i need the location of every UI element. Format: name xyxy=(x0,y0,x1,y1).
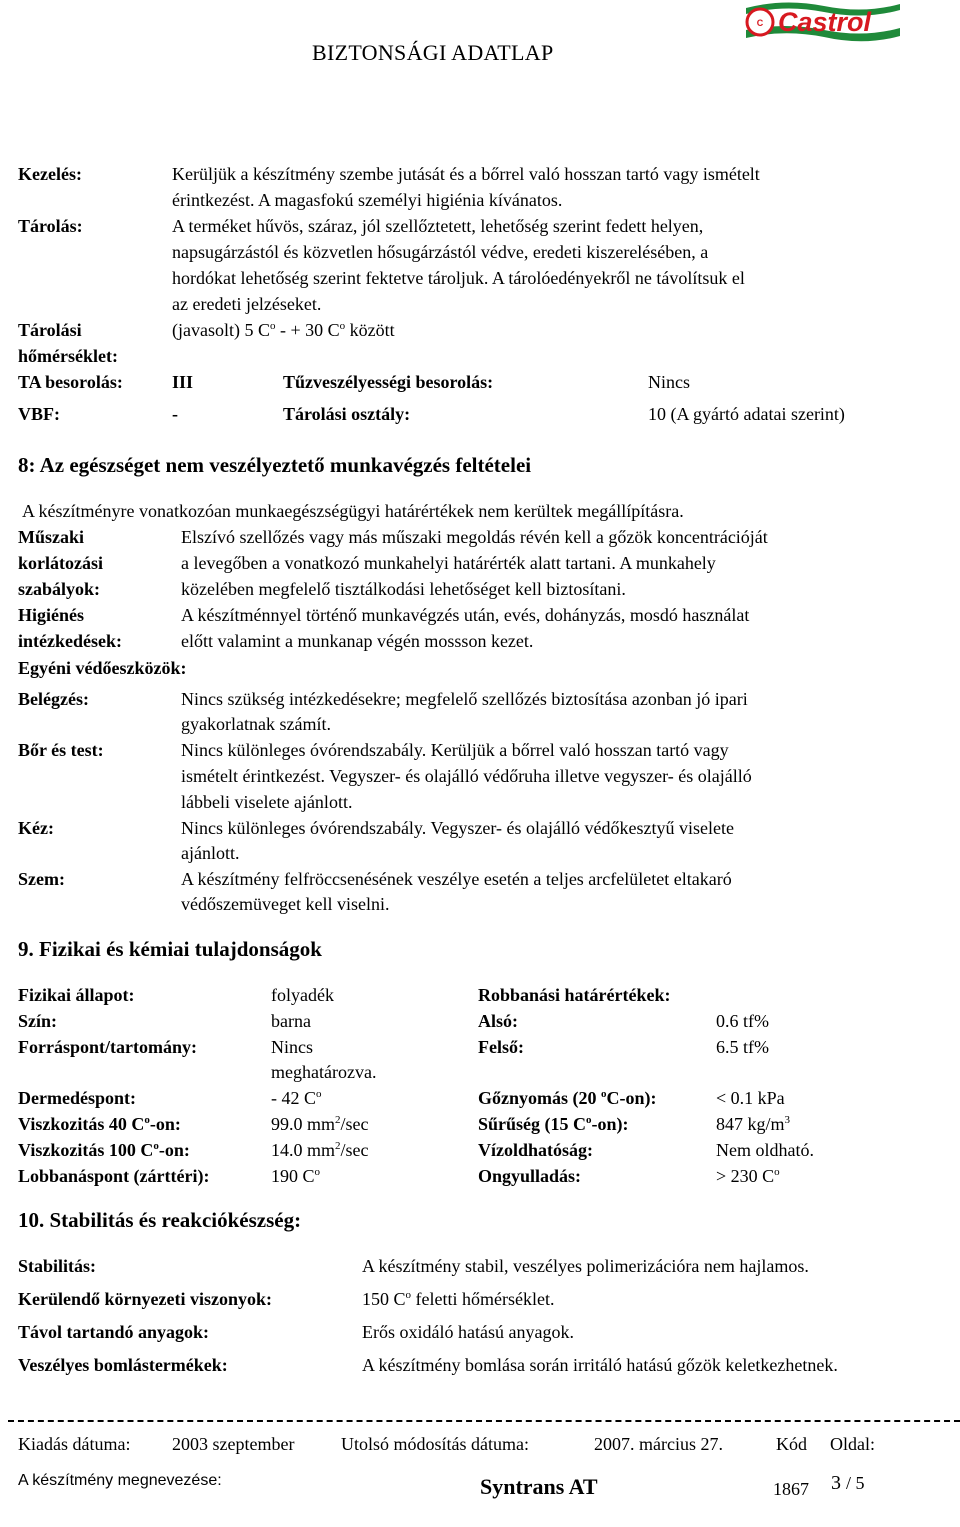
prop-visc40-value: 99.0 $mm^2/\sec$ xyxy=(271,1114,369,1134)
fire-class-label: Tűzveszélyességi besorolás: xyxy=(283,372,494,392)
storage-line-3: hordókat lehetőség szerint fektetve tároljuk. A tárolóedényekről ne távolítsuk el xyxy=(172,268,745,288)
storage-label: Tárolás: xyxy=(18,216,83,236)
section-9-title: 9. Fizikai és kémiai tulajdonságok xyxy=(18,937,322,961)
ppe-eye-line-2: védőszemüveget kell viselni. xyxy=(181,894,390,914)
fire-class-value: Nincs xyxy=(648,372,690,392)
prop-boiling-value: Nincs xyxy=(271,1037,313,1057)
prop-boiling-label: Forráspont/tartomány: xyxy=(18,1037,197,1057)
ppe-skin-line-3: lábbeli viselete ajánlott. xyxy=(181,792,353,812)
prop-flash-value: 190 $C^o$ xyxy=(271,1166,321,1186)
footer-issue-value: 2003 szeptember xyxy=(172,1434,295,1454)
tech-label-1: Műszaki xyxy=(18,527,85,547)
footer-mod-label: Utolsó módosítás dátuma: xyxy=(341,1434,529,1454)
footer-page-label: Oldal: xyxy=(830,1434,875,1454)
tech-line-2: a levegőben a vonatkozó munkahelyi határérték alatt tartani. A munkahely xyxy=(181,553,716,573)
hygiene-label-2: intézkedések: xyxy=(18,631,122,651)
prop-vapor-value: < 0.1 kPa xyxy=(716,1088,785,1108)
prop-upper-label: Felső: xyxy=(478,1037,524,1057)
incompatible-value: Erős oxidáló hatású anyagok. xyxy=(362,1322,574,1342)
prop-pour-label: Dermedéspont: xyxy=(18,1088,136,1108)
storage-class-label: Tárolási osztály: xyxy=(283,404,411,424)
prop-explosion-label: Robbanási határértékek: xyxy=(478,985,671,1005)
ppe-respiratory-label: Belégzés: xyxy=(18,689,89,709)
prop-solubility-label: Vízoldhatóság: xyxy=(478,1140,594,1160)
hygiene-label-1: Higiénés xyxy=(18,605,84,625)
stability-label: Stabilitás: xyxy=(18,1256,97,1276)
section-8-title: 8: Az egészséget nem veszélyeztető munkavégzés feltételei xyxy=(18,453,532,477)
prop-vapor-label: Gőznyomás (20 $^o$C-on): xyxy=(478,1088,657,1108)
handling-line-1: Kerüljük a készítmény szembe jutását és a bőrrel való hosszan tartó vagy ismételt xyxy=(172,164,760,184)
decomposition-value: A készítmény bomlása során irritáló hatású gőzök keletkezhetnek. xyxy=(362,1355,838,1375)
ppe-title: Egyéni védőeszközök: xyxy=(18,658,187,678)
ppe-skin-line-1: Nincs különleges óvórendszabály. Kerüljük a bőrrel való hosszan tartó vagy xyxy=(181,740,729,760)
stability-value: A készítmény stabil, veszélyes polimerizációra nem hajlamos. xyxy=(362,1256,809,1276)
page-title: BIZTONSÁGI ADATLAP xyxy=(312,40,554,65)
prop-upper-value: 6.5 tf% xyxy=(716,1037,769,1057)
prop-solubility-value: Nem oldható. xyxy=(716,1140,814,1160)
storage-temp-label-1: Tárolási xyxy=(18,320,82,340)
incompatible-label: Távol tartandó anyagok: xyxy=(18,1322,210,1342)
tech-line-1: Elszívó szellőzés vagy más műszaki megoldás révén kell a gőzök koncentrációját xyxy=(181,527,768,547)
footer-issue-label: Kiadás dátuma: xyxy=(18,1434,131,1454)
footer-code-label: Kód xyxy=(776,1434,807,1454)
footer-page-number: 3 / 5 xyxy=(831,1472,865,1494)
ppe-eye-label: Szem: xyxy=(18,869,65,889)
prop-visc40-label: Viszkozitás 40 $C^o-on$: xyxy=(18,1114,181,1134)
prop-flash-label: Lobbanáspont (zárttéri): xyxy=(18,1166,210,1186)
prop-state-value: folyadék xyxy=(271,985,334,1005)
svg-text:C: C xyxy=(756,18,764,28)
vbf-label: VBF: xyxy=(18,404,60,424)
ta-label: TA besorolás: xyxy=(18,372,123,392)
avoid-conditions-label: Kerülendő környezeti viszonyok: xyxy=(18,1289,272,1309)
storage-line-1: A terméket hűvös, száraz, jól szellőztetett, lehetőség szerint fedett helyen, xyxy=(172,216,704,236)
prop-autoignition-label: Ongyulladás: xyxy=(478,1166,582,1186)
storage-temp-value: (javasolt) 5 $C^o$ - + 30 $C^o$ között xyxy=(172,320,395,340)
prop-lower-label: Alsó: xyxy=(478,1011,518,1031)
storage-line-2: napsugárzástól és közvetlen hősugárzástól védve, eredeti kiszerelésében, a xyxy=(172,242,709,262)
prop-autoignition-value: > 230 $C^o$ xyxy=(716,1166,780,1186)
prop-visc100-label: Viszkozitás 100 $C^o-on$: xyxy=(18,1140,190,1160)
vbf-value: - xyxy=(172,404,178,424)
section-8-intro: A készítményre vonatkozóan munkaegészségügyi határértékek nem kerültek megállípításra. xyxy=(22,501,684,521)
hygiene-line-2: előtt valamint a munkanap végén mossson kezet. xyxy=(181,631,534,651)
prop-pour-value: - 42 $C^o$ xyxy=(271,1088,322,1108)
ppe-skin-label: Bőr és test: xyxy=(18,740,104,760)
ppe-eye-line-1: A készítmény felfröccsenésének veszélye esetén a teljes arcfelületet eltakaró xyxy=(181,869,732,889)
prop-state-label: Fizikai állapot: xyxy=(18,985,135,1005)
svg-text:Castrol: Castrol xyxy=(778,7,872,37)
storage-line-4: az eredeti jelzéseket. xyxy=(172,294,322,314)
storage-temp-label-2: hőmérséklet: xyxy=(18,346,118,366)
ppe-hand-line-2: ajánlott. xyxy=(181,843,240,863)
prop-boiling-value-2: meghatározva. xyxy=(271,1062,377,1082)
decomposition-label: Veszélyes bomlástermékek: xyxy=(18,1355,228,1375)
handling-line-2: érintkezést. A magasfokú személyi higiénia kívánatos. xyxy=(172,190,563,210)
prop-density-value: 847 $kg/m^3$ xyxy=(716,1114,791,1134)
handling-label: Kezelés: xyxy=(18,164,82,184)
ppe-hand-label: Kéz: xyxy=(18,818,54,838)
footer-name-label: A készítmény megnevezése: xyxy=(18,1472,222,1489)
prop-visc100-value: 14.0 $mm^2/\sec$ xyxy=(271,1140,369,1160)
ppe-hand-line-1: Nincs különleges óvórendszabály. Vegyszer- és olajálló védőkesztyű viselete xyxy=(181,818,734,838)
footer-divider xyxy=(8,1420,960,1422)
ta-value: III xyxy=(172,372,194,392)
tech-label-3: szabályok: xyxy=(18,579,101,599)
section-10-title: 10. Stabilitás és reakciókészség: xyxy=(18,1208,302,1232)
footer-mod-value: 2007. március 27. xyxy=(594,1434,723,1454)
tech-label-2: korlátozási xyxy=(18,553,103,573)
prop-color-label: Szín: xyxy=(18,1011,58,1031)
prop-density-label: Sűrűség (15 $C^o-on$): xyxy=(478,1114,629,1134)
castrol-logo xyxy=(744,0,902,42)
tech-line-3: közelében megfelelő tisztálkodási lehetőséget kell biztosítani. xyxy=(181,579,626,599)
hygiene-line-1: A készítménnyel történő munkavégzés után, evés, dohányzás, mosdó használat xyxy=(181,605,750,625)
ppe-respiratory-line-2: gyakorlatnak számít. xyxy=(181,714,331,734)
prop-lower-value: 0.6 tf% xyxy=(716,1011,769,1031)
footer-product-name: Syntrans AT xyxy=(480,1474,598,1499)
footer-code-value: 1867 xyxy=(773,1479,809,1499)
prop-color-value: barna xyxy=(271,1011,311,1031)
ppe-skin-line-2: ismételt érintkezést. Vegyszer- és olajálló védőruha illetve vegyszer- és olajálló xyxy=(181,766,752,786)
ppe-respiratory-line-1: Nincs szükség intézkedésekre; megfelelő szellőzés biztosítása azonban jó ipari xyxy=(181,689,748,709)
storage-class-value: 10 (A gyártó adatai szerint) xyxy=(648,404,845,424)
avoid-conditions-value: 150 $C^o$ feletti hőmérséklet. xyxy=(362,1289,555,1309)
